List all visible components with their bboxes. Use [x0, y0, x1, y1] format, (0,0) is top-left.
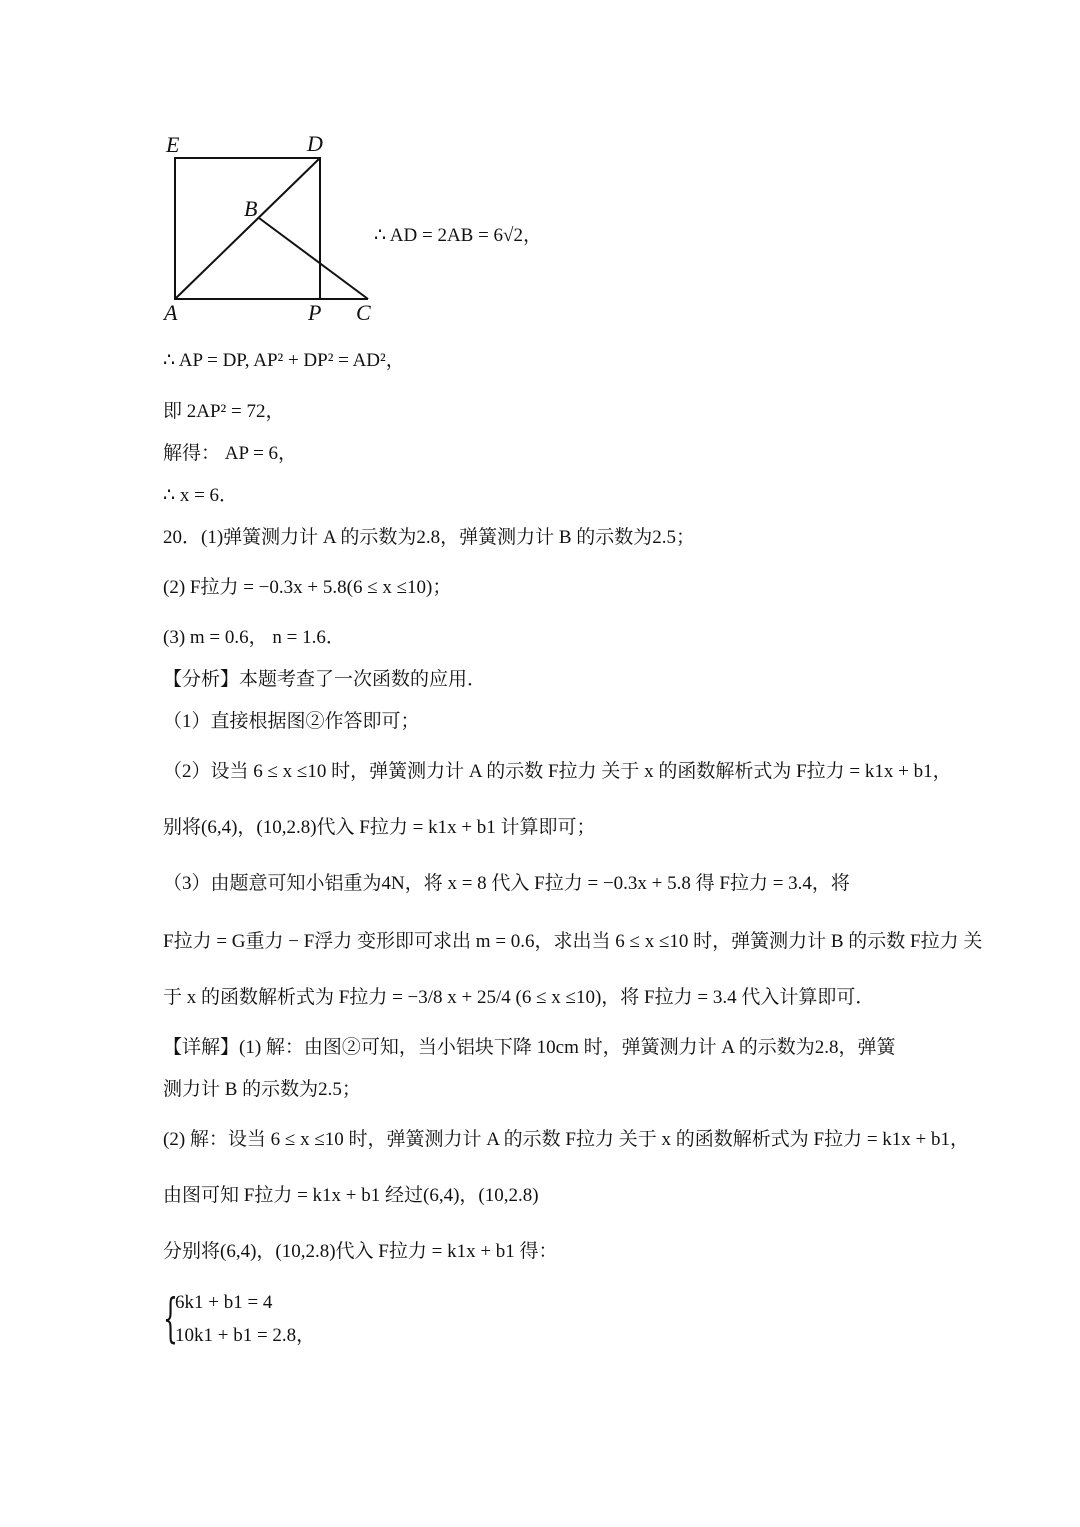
label-A: A	[164, 300, 178, 325]
line-2: 即 2AP² = 72，	[163, 401, 285, 422]
analysis-1: （1）直接根据图②作答即可；	[163, 711, 420, 732]
brace-icon: {	[163, 1289, 178, 1349]
label-D: D	[307, 131, 323, 156]
detail-1-cont: 测力计 B 的示数为2.5；	[163, 1079, 361, 1100]
answer-20-2: (2) F拉力 = −0.3x + 5.8(6 ≤ x ≤10)；	[163, 577, 452, 598]
line-4: ∴ x = 6．	[163, 485, 239, 506]
detail-1: 【详解】(1) 解：由图②可知，当小铝块下降 10cm 时，弹簧测力计 A 的示数为2.8，弹簧	[163, 1037, 896, 1058]
label-E: E	[166, 132, 180, 157]
answer-20-3: (3) m = 0.6， n = 1.6．	[163, 627, 345, 648]
line-3: 解得： AP = 6，	[163, 443, 298, 464]
segment-AD	[175, 158, 320, 299]
figure-conclusion: ∴ AD = 2AB = 6√2，	[374, 225, 542, 246]
segment-BC	[259, 218, 368, 299]
label-P: P	[308, 300, 322, 325]
label-C: C	[356, 300, 371, 325]
label-B: B	[244, 196, 258, 221]
analysis-3-formula: 于 x 的函数解析式为 F拉力 = −3/8 x + 25/4 (6 ≤ x ≤10)，将 F拉力 = 3.4 代入计算即可．	[163, 987, 875, 1008]
answer-20-1: 20．(1)弹簧测力计 A 的示数为2.8，弹簧测力计 B 的示数为2.5；	[163, 527, 696, 548]
analysis-2-cont: 别将(6,4)，(10,2.8)代入 F拉力 = k1x + b1 计算即可；	[163, 817, 596, 838]
analysis-2: （2）设当 6 ≤ x ≤10 时，弹簧测力计 A 的示数 F拉力 关于 x 的函数解析式为 F拉力 = k1x + b1，	[163, 761, 952, 782]
detail-2: (2) 解：设当 6 ≤ x ≤10 时，弹簧测力计 A 的示数 F拉力 关于 x 的函数解析式为 F拉力 = k1x + b1，	[163, 1129, 969, 1150]
line-1: ∴ AP = DP, AP² + DP² = AD²，	[163, 350, 405, 371]
equation-2: 10k1 + b1 = 2.8，	[175, 1325, 316, 1346]
detail-2-substitute: 分别将(6,4)，(10,2.8)代入 F拉力 = k1x + b1 得：	[163, 1241, 558, 1262]
equation-1: 6k1 + b1 = 4	[175, 1292, 273, 1313]
analysis-3: （3）由题意可知小铝重为4N，将 x = 8 代入 F拉力 = −0.3x + 5.8 得 F拉力 = 3.4，将	[163, 873, 850, 894]
analysis-3-cont: F拉力 = G重力 − F浮力 变形即可求出 m = 0.6，求出当 6 ≤ x ≤10 时，弹簧测力计 B 的示数 F拉力 关	[163, 931, 983, 952]
detail-2-point: 由图可知 F拉力 = k1x + b1 经过(6,4)，(10,2.8)	[163, 1185, 539, 1206]
analysis-heading: 【分析】本题考查了一次函数的应用．	[163, 669, 487, 690]
